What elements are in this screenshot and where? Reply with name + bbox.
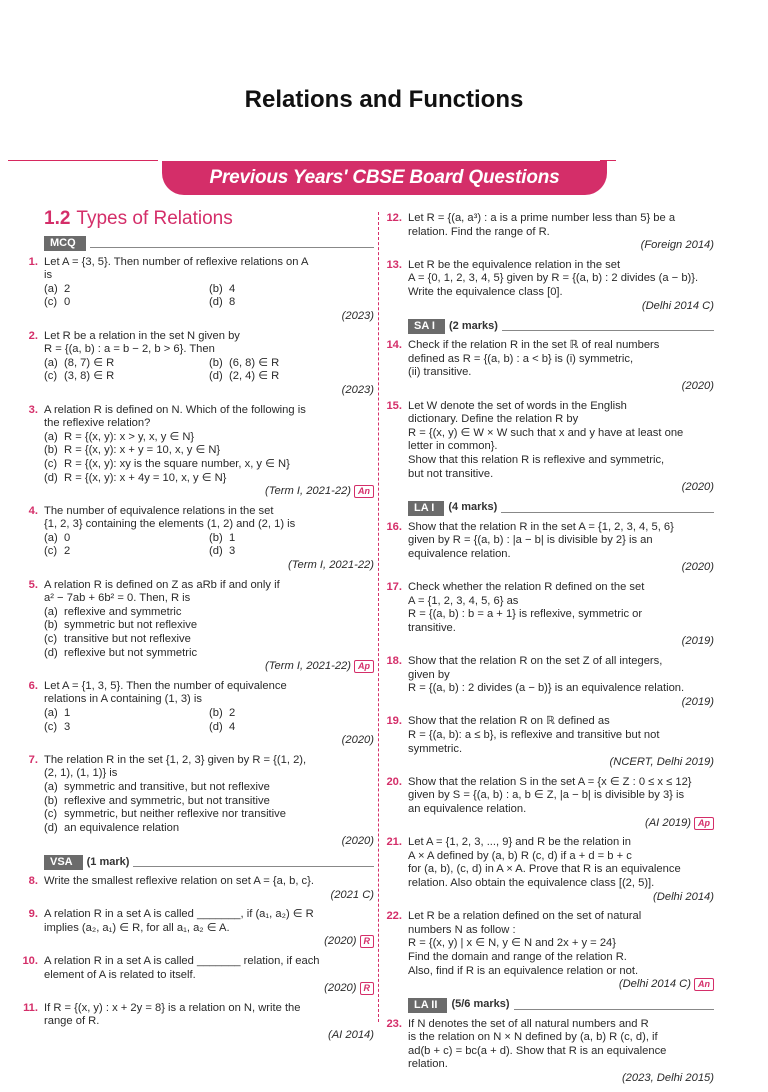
question-text: relation. — [408, 1058, 448, 1071]
tag-note: (4 marks) — [448, 501, 498, 514]
source-text: (Delhi 2014 C) — [618, 978, 691, 991]
question — [22, 256, 374, 324]
question-number: 18. — [386, 655, 402, 668]
question — [22, 680, 374, 748]
option-letter: (b) — [209, 282, 223, 295]
option — [209, 707, 374, 721]
difficulty-badge: Ap — [354, 660, 374, 673]
source-text: (2023) — [341, 383, 374, 396]
source-text: (2020) — [341, 734, 374, 747]
option-letter: (d) — [44, 821, 58, 834]
question-text: for (a, b), (c, d) in A × A. Prove that R is an equivalence — [408, 863, 681, 876]
question-number: 17. — [386, 581, 402, 594]
option-letter: (d) — [209, 545, 223, 558]
question-text: R = {(x, y) ∈ W × W such that x and y have at least one — [408, 426, 684, 439]
difficulty-badge: R — [360, 935, 375, 948]
question-number: 4. — [28, 504, 38, 517]
option-text: 1 — [229, 531, 236, 544]
options — [44, 357, 374, 384]
option-letter: (c) — [44, 296, 58, 309]
option-letter: (c) — [44, 370, 58, 383]
question-number: 14. — [386, 339, 402, 352]
question — [386, 715, 714, 769]
question-body — [44, 404, 374, 499]
question — [22, 404, 374, 499]
question-source — [44, 310, 374, 324]
question-number: 20. — [386, 775, 402, 788]
question-source — [44, 889, 374, 903]
question-text: A relation R is defined on N. Which of the following is — [44, 403, 306, 416]
question-text: Let R be the equivalence relation in the set — [408, 258, 621, 271]
question-number: 7. — [28, 753, 38, 766]
question-source — [44, 734, 374, 748]
option-letter: (c) — [44, 720, 58, 733]
question-text: ad(b + c) = bc(a + d). Show that R is an equivalence — [408, 1044, 667, 1057]
question-text: Show that the relation R on the set Z of all integers, — [408, 655, 663, 668]
option-text: 3 — [64, 720, 71, 733]
source-text: (Term I, 2021-22) — [264, 485, 351, 498]
option — [44, 781, 374, 795]
option-letter: (a) — [44, 707, 58, 719]
option-letter: (d) — [209, 720, 223, 733]
question-text: A × A defined by (a, b) R (c, d) if a + d = b + c — [408, 849, 632, 862]
option-letter: (b) — [44, 444, 58, 457]
options — [44, 283, 374, 310]
tag-label: LA II — [408, 998, 447, 1013]
option-text: 4 — [229, 282, 236, 295]
option-letter: (a) — [44, 780, 58, 793]
question — [386, 339, 714, 393]
question — [386, 259, 714, 313]
option-letter: (d) — [209, 296, 223, 309]
question-text: is — [44, 269, 53, 282]
question-source — [44, 1029, 374, 1043]
option-letter: (b) — [209, 356, 223, 369]
question-source — [44, 559, 374, 573]
option — [209, 532, 374, 546]
question — [386, 776, 714, 830]
question-text: R = {(a, b): a ≤ b}, is reflexive and transitive but not — [408, 729, 660, 741]
option-text: R = {(x, y): xy is the square number, x, y ∈ N} — [64, 457, 290, 470]
question-text: defined as R = {(a, b) : a < b} is (i) symmetric, — [408, 352, 634, 365]
question-text: Let R = {(a, a³) : a is a prime number less than 5} be a — [408, 212, 676, 224]
question-text: R = {(a, b) : b = a + 1} is reflexive, symmetric or — [408, 608, 643, 621]
option-text: reflexive and symmetric, but not transitive — [64, 794, 270, 807]
option — [44, 721, 209, 735]
question-body — [44, 505, 374, 573]
question-body — [44, 875, 374, 902]
question — [386, 521, 714, 575]
question — [22, 330, 374, 398]
question-text: given by S = {(a, b) : a, b ∈ Z, |a − b| is divisible by 3} is — [408, 789, 685, 802]
question-text: Check whether the relation R defined on the set — [408, 581, 645, 594]
question-body — [408, 715, 714, 769]
option-text: R = {(x, y): x + y = 10, x, y ∈ N} — [64, 444, 221, 457]
option-text: R = {(x, y): x > y, x, y ∈ N} — [64, 430, 195, 443]
question-source — [408, 817, 714, 831]
question-source — [408, 635, 714, 649]
tag-sa1 — [408, 319, 714, 334]
source-text: (2020) — [324, 935, 357, 948]
difficulty-badge: R — [360, 982, 375, 995]
difficulty-badge: An — [354, 485, 374, 498]
question-body — [408, 776, 714, 830]
banner-rule-left — [8, 160, 158, 161]
option — [44, 808, 374, 822]
question-body — [408, 521, 714, 575]
section-title: Types of Relations — [76, 208, 233, 229]
source-text: (Term I, 2021-22) — [287, 559, 374, 572]
section-banner: Previous Years' CBSE Board Questions — [162, 161, 607, 195]
tag-label: VSA — [44, 855, 83, 870]
option-text: (8, 7) ∈ R — [64, 356, 115, 369]
question-text: given by R = {(a, b) : |a − b| is divisible by 2} is an — [408, 534, 653, 547]
question-number: 13. — [386, 258, 402, 271]
question-text: Write the smallest reflexive relation on set A = {a, b, c}. — [44, 874, 314, 887]
question-source — [408, 696, 714, 710]
question-text: given by — [408, 668, 450, 681]
question — [386, 836, 714, 904]
question — [386, 655, 714, 709]
question-text: The number of equivalence relations in the set — [44, 504, 274, 517]
tag-la2 — [408, 998, 714, 1013]
question-text: R = {(a, b) : 2 divides (a − b)} is an equivalence relation. — [408, 682, 685, 695]
question-body — [44, 955, 374, 996]
question-body — [408, 1018, 714, 1086]
option — [44, 283, 209, 297]
option-text: (6, 8) ∈ R — [229, 356, 280, 369]
source-text: (2020) — [341, 835, 374, 848]
option-text: 3 — [229, 545, 236, 558]
question-source — [44, 935, 374, 949]
question-body — [44, 330, 374, 398]
question-text: Write the equivalence class [0]. — [408, 285, 563, 298]
option-text: symmetric but not reflexive — [64, 619, 198, 632]
option-letter: (d) — [44, 646, 58, 659]
question — [22, 754, 374, 849]
option — [44, 532, 209, 546]
question-text: relations in A containing (1, 3) is — [44, 693, 202, 706]
option — [44, 444, 374, 458]
option-letter: (a) — [44, 430, 58, 443]
option — [44, 619, 374, 633]
option — [209, 721, 374, 735]
option — [209, 545, 374, 559]
question-text: an equivalence relation. — [408, 802, 527, 815]
question — [386, 212, 714, 253]
question-text: dictionary. Define the relation R by — [408, 413, 579, 426]
question-text: If N denotes the set of all natural numbers and R — [408, 1017, 649, 1030]
source-text: (2020) — [681, 561, 714, 574]
option — [44, 707, 209, 721]
question-body — [44, 256, 374, 324]
question-text: Let A = {3, 5}. Then number of reflexive relations on A — [44, 255, 309, 268]
question-source — [44, 982, 374, 996]
question-text: relation. Also obtain the equivalence class [(2, 5)]. — [408, 876, 655, 889]
question — [386, 910, 714, 992]
option-letter: (b) — [44, 794, 58, 807]
question-text: {1, 2, 3} containing the elements (1, 2) and (2, 1) is — [44, 518, 296, 531]
source-text: (AI 2019) — [644, 816, 691, 829]
question-source — [408, 380, 714, 394]
question-text: (2, 1), (1, 1)} is — [44, 767, 118, 780]
source-text: (2023, Delhi 2015) — [621, 1072, 714, 1085]
question-number: 5. — [28, 578, 38, 591]
question-source — [408, 756, 714, 770]
question-text: R = {(a, b) : a = b − 2, b > 6}. Then — [44, 343, 215, 356]
option — [44, 472, 374, 486]
question-text: Let A = {1, 3, 5}. Then the number of equivalence — [44, 679, 287, 692]
question-text: relation. Find the range of R. — [408, 225, 550, 238]
question-text: element of A is related to itself. — [44, 968, 196, 981]
option — [44, 633, 374, 647]
option-text: reflexive and symmetric — [64, 605, 182, 618]
option-text: R = {(x, y): x + 4y = 10, x, y ∈ N} — [64, 471, 227, 484]
tag-note: (1 mark) — [86, 855, 130, 868]
source-text: (Delhi 2014) — [653, 890, 714, 903]
question-body — [408, 400, 714, 495]
option-text: 2 — [64, 282, 71, 295]
question-text: Also, find if R is an equivalence relation or not. — [408, 964, 639, 977]
question-source — [408, 978, 714, 992]
question-text: (ii) transitive. — [408, 366, 472, 379]
question — [22, 875, 374, 902]
option — [44, 431, 374, 445]
question-text: Let R be a relation defined on the set of natural — [408, 910, 642, 923]
question-body — [44, 754, 374, 849]
source-text: (2020) — [681, 379, 714, 392]
page-title: Relations and Functions — [244, 86, 524, 113]
column-divider — [378, 212, 379, 1022]
question-body — [408, 581, 714, 649]
tag-label: MCQ — [44, 236, 86, 251]
options — [44, 781, 374, 835]
option-letter: (a) — [44, 356, 58, 369]
option-text: (2, 4) ∈ R — [229, 370, 280, 383]
option-letter: (d) — [44, 471, 58, 484]
question-source — [44, 384, 374, 398]
question — [22, 955, 374, 996]
question-source — [44, 835, 374, 849]
source-text: (Delhi 2014 C) — [641, 299, 714, 312]
question-text: Let W denote the set of words in the English — [408, 399, 627, 412]
source-text: (2023) — [341, 309, 374, 322]
tag-vsa — [44, 855, 374, 870]
question-body — [408, 339, 714, 393]
source-text: (Term I, 2021-22) — [264, 660, 351, 673]
option — [44, 545, 209, 559]
option-text: transitive but not reflexive — [64, 633, 191, 646]
tag-note: (2 marks) — [449, 319, 498, 332]
options — [44, 707, 374, 734]
option — [44, 370, 209, 384]
question-text: A = {1, 2, 3, 4, 5, 6} as — [408, 594, 519, 607]
option — [209, 283, 374, 297]
question-number: 9. — [28, 908, 38, 921]
question-body — [408, 259, 714, 313]
tag-mcq — [44, 236, 374, 251]
question — [22, 908, 374, 949]
question-number: 2. — [28, 329, 38, 342]
question-text: Show that the relation S in the set A = {x ∈ Z : 0 ≤ x ≤ 12} — [408, 775, 692, 788]
option-text: symmetric, but neither reflexive nor transitive — [64, 808, 286, 821]
question — [386, 400, 714, 495]
question-number: 3. — [28, 403, 38, 416]
option — [209, 357, 374, 371]
option — [44, 795, 374, 809]
option-letter: (d) — [209, 370, 223, 383]
question-body — [408, 836, 714, 904]
option-letter: (c) — [44, 633, 58, 646]
question-text: the reflexive relation? — [44, 417, 151, 430]
option — [44, 606, 374, 620]
question-text: Let A = {1, 2, 3, ..., 9} and R be the relation in — [408, 836, 631, 849]
question-number: 8. — [28, 874, 38, 887]
question-source — [44, 660, 374, 674]
source-text: (2020) — [324, 982, 357, 995]
tag-note: (5/6 marks) — [451, 998, 510, 1011]
option-text: 4 — [229, 720, 236, 733]
option-letter: (a) — [44, 605, 58, 618]
difficulty-badge: Ap — [694, 817, 714, 830]
question-text: If R = {(x, y) : x + 2y = 8} is a relation on N, write the — [44, 1001, 301, 1014]
source-text: (2019) — [681, 635, 714, 648]
option — [44, 647, 374, 661]
question-text: Show that this relation R is reflexive and symmetric, — [408, 453, 665, 466]
question-source — [408, 1072, 714, 1086]
option-text: 2 — [64, 545, 71, 558]
question-text: transitive. — [408, 621, 456, 634]
question-source — [408, 561, 714, 575]
option — [209, 370, 374, 384]
option-letter: (c) — [44, 457, 58, 470]
question-text: Check if the relation R in the set ℝ of real numbers — [408, 339, 660, 352]
option-text: 0 — [64, 296, 71, 309]
question-text: range of R. — [44, 1015, 100, 1028]
option-text: an equivalence relation — [64, 821, 180, 834]
question-number: 11. — [23, 1001, 38, 1014]
question-number: 15. — [386, 399, 402, 412]
question-number: 21. — [386, 836, 402, 849]
question-text: A relation R in a set A is called _______, if (a₁, a₂) ∈ R — [44, 908, 314, 921]
question-source — [44, 485, 374, 499]
section-heading — [44, 208, 374, 229]
option-letter: (a) — [44, 531, 58, 544]
source-text: (Foreign 2014) — [640, 239, 714, 252]
option-text: 0 — [64, 531, 71, 544]
question-source — [408, 239, 714, 253]
question-number: 6. — [28, 679, 38, 692]
question-text: A = {0, 1, 2, 3, 4, 5} given by R = {(a, b) : 2 divides (a − b)}. — [408, 272, 699, 285]
question-text: Show that the relation R in the set A = {1, 2, 3, 4, 5, 6} — [408, 520, 674, 533]
section-number: 1.2 — [44, 208, 71, 229]
question-text: A relation R in a set A is called _______ relation, if each — [44, 954, 320, 967]
question-number: 10. — [22, 954, 38, 967]
source-text: (2020) — [681, 481, 714, 494]
question-text: Find the domain and range of the relation R. — [408, 950, 627, 963]
option — [209, 296, 374, 310]
question — [386, 581, 714, 649]
question-body — [408, 212, 714, 253]
question-text: Let R be a relation in the set N given by — [44, 329, 240, 342]
question — [386, 1018, 714, 1086]
question — [22, 579, 374, 674]
source-text: (AI 2014) — [327, 1028, 374, 1041]
source-text: (2021 C) — [330, 888, 374, 901]
tag-la1 — [408, 501, 714, 516]
option-text: 8 — [229, 296, 236, 309]
question — [22, 1002, 374, 1043]
question-number: 1. — [28, 255, 38, 268]
question-text: equivalence relation. — [408, 547, 511, 560]
question-source — [408, 891, 714, 905]
option — [44, 357, 209, 371]
question-text: a² − 7ab + 6b² = 0. Then, R is — [44, 592, 191, 605]
question-body — [408, 655, 714, 709]
question-source — [408, 481, 714, 495]
tag-label: SA I — [408, 319, 445, 334]
question — [22, 505, 374, 573]
question-number: 23. — [386, 1017, 402, 1030]
question-text: numbers N as follow : — [408, 923, 516, 936]
source-text: (NCERT, Delhi 2019) — [609, 756, 714, 769]
option-text: reflexive but not symmetric — [64, 646, 198, 659]
question-text: The relation R in the set {1, 2, 3} given by R = {(1, 2), — [44, 753, 307, 766]
question-text: Show that the relation R on ℝ defined as — [408, 715, 610, 728]
question-number: 16. — [386, 520, 402, 533]
option-letter: (a) — [44, 282, 58, 295]
option-letter: (c) — [44, 545, 58, 558]
options — [44, 532, 374, 559]
question-text: R = {(x, y) | x ∈ N, y ∈ N and 2x + y = 24} — [408, 937, 617, 950]
tag-label: LA I — [408, 501, 444, 516]
source-text: (2019) — [681, 695, 714, 708]
question-number: 12. — [386, 212, 402, 224]
options — [44, 606, 374, 660]
question-text: letter in common}. — [408, 440, 498, 453]
difficulty-badge: An — [694, 978, 714, 991]
option-letter: (c) — [44, 808, 58, 821]
option-letter: (b) — [209, 707, 223, 719]
question-body — [44, 579, 374, 674]
question-text: implies (a₂, a₁) ∈ R, for all a₁, a₂ ∈ A. — [44, 921, 230, 934]
question-number: 19. — [386, 715, 402, 728]
option-text: (3, 8) ∈ R — [64, 370, 115, 383]
question-body — [44, 1002, 374, 1043]
question-body — [44, 908, 374, 949]
left-column — [22, 208, 374, 1048]
question-text: symmetric. — [408, 742, 463, 755]
option-text: 1 — [64, 707, 71, 719]
options — [44, 431, 374, 485]
question-body — [408, 910, 714, 992]
question-text: is the relation on N × N defined by (a, b) R (c, d), if — [408, 1031, 658, 1044]
option — [44, 296, 209, 310]
option-text: 2 — [229, 707, 236, 719]
option-text: symmetric and transitive, but not reflexive — [64, 780, 270, 793]
question-text: A relation R is defined on Z as aRb if and only if — [44, 578, 280, 591]
question-number: 22. — [386, 910, 402, 923]
right-column — [386, 212, 714, 1092]
question-source — [408, 300, 714, 314]
question-text: but not transitive. — [408, 467, 494, 480]
option — [44, 458, 374, 472]
option-letter: (b) — [209, 531, 223, 544]
question-body — [44, 680, 374, 748]
option-letter: (b) — [44, 619, 58, 632]
option — [44, 822, 374, 836]
